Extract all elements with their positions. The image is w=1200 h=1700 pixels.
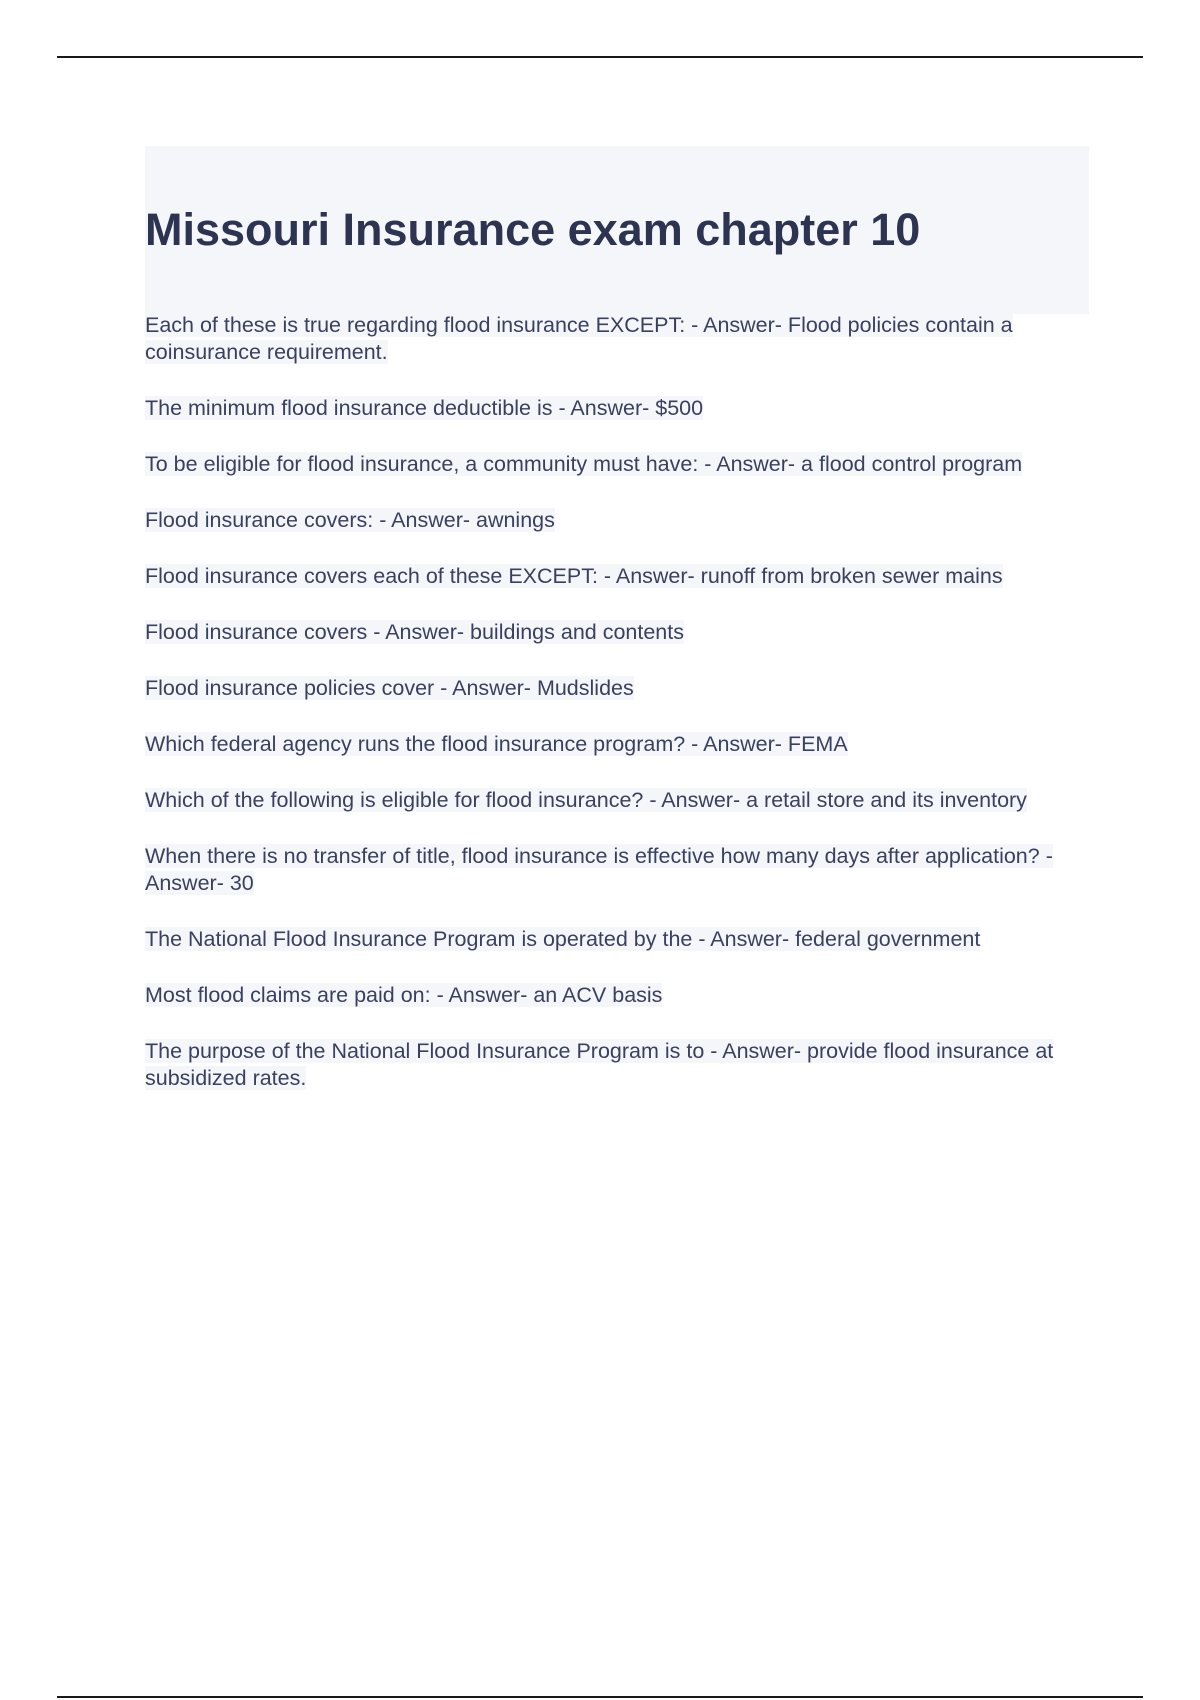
qa-item: Each of these is true regarding flood insurance EXCEPT: - Answer- Flood policies contain a coinsurance requirement. xyxy=(145,313,1013,364)
qa-item: Flood insurance policies cover - Answer- Mudslides xyxy=(145,676,634,700)
qa-item: Which federal agency runs the flood insurance program? - Answer- FEMA xyxy=(145,732,848,756)
qa-item: Most flood claims are paid on: - Answer- an ACV basis xyxy=(145,983,663,1007)
qa-list xyxy=(145,312,1089,1121)
qa-item: The National Flood Insurance Program is operated by the - Answer- federal government xyxy=(145,927,981,951)
qa-item: The minimum flood insurance deductible is - Answer- $500 xyxy=(145,396,704,420)
qa-item: When there is no transfer of title, flood insurance is effective how many days after application? - Answer- 30 xyxy=(145,844,1053,895)
bottom-rule xyxy=(57,1696,1143,1698)
qa-item: Which of the following is eligible for flood insurance? - Answer- a retail store and its inventory xyxy=(145,788,1027,812)
qa-item: To be eligible for flood insurance, a community must have: - Answer- a flood control program xyxy=(145,452,1023,476)
qa-item: The purpose of the National Flood Insurance Program is to - Answer- provide flood insurance at subsidized rates. xyxy=(145,1039,1054,1090)
qa-item: Flood insurance covers - Answer- buildings and contents xyxy=(145,620,684,644)
qa-item: Flood insurance covers: - Answer- awnings xyxy=(145,508,555,532)
document-title: Missouri Insurance exam chapter 10 xyxy=(145,204,921,255)
top-rule xyxy=(57,56,1143,58)
qa-item: Flood insurance covers each of these EXCEPT: - Answer- runoff from broken sewer mains xyxy=(145,564,1003,588)
